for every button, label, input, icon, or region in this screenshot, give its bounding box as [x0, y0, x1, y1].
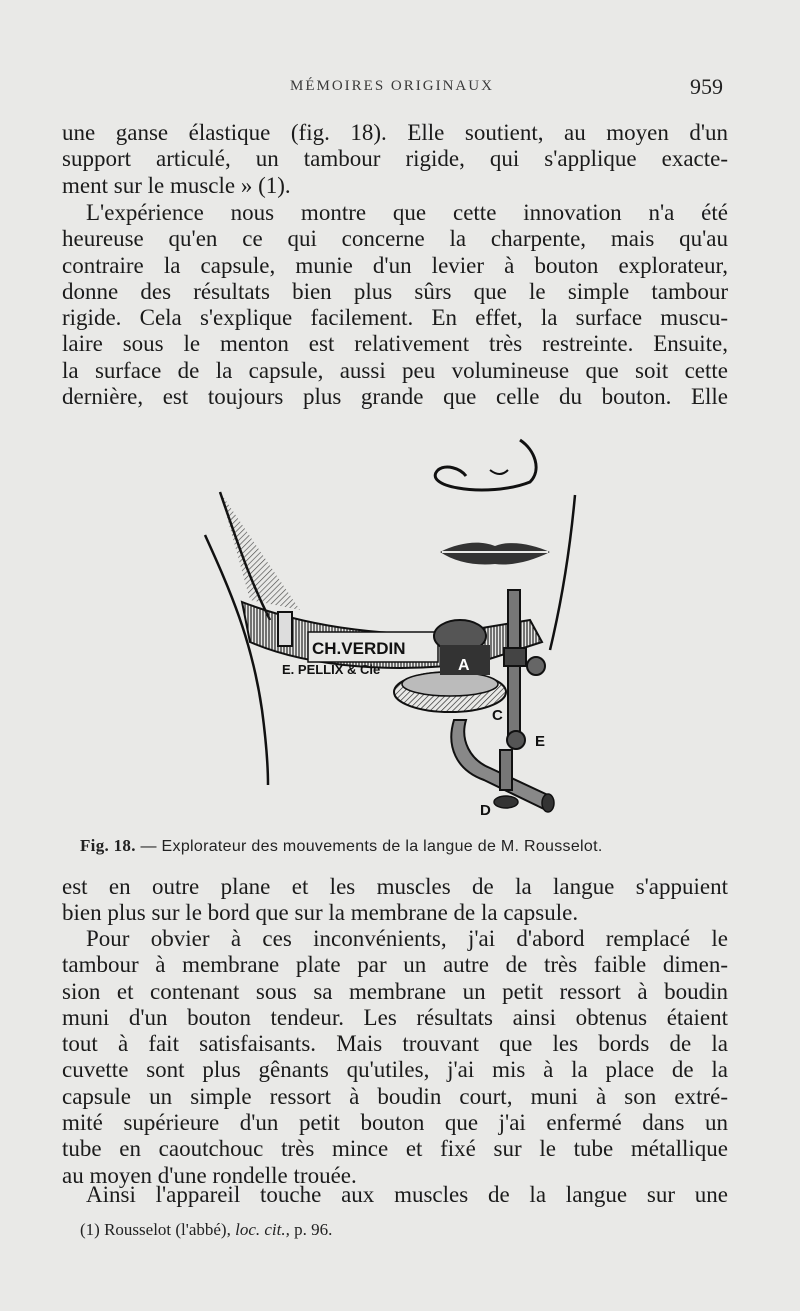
paragraph-5: [62, 1182, 728, 1208]
text-line: mité supérieure d'un petit bouton que j'ai enfermé dans un: [62, 1110, 728, 1136]
lips-drawing: [440, 543, 550, 565]
footnote-marker: (1): [80, 1220, 100, 1239]
caption-text: — Explorateur des mouvements de la langue de M. Rousselot.: [140, 838, 603, 855]
footnote-author: Rousselot (l'abbé),: [104, 1220, 231, 1239]
text-line: tambour à membrane plate par un autre de très faible dimen-: [62, 952, 728, 978]
text-line: dernière, est toujours plus grande que celle du bouton. Elle: [62, 384, 728, 410]
text-line: au moyen d'une rondelle trouée.: [62, 1162, 357, 1188]
footnote: [80, 1220, 332, 1240]
text-line: rigide. Cela s'explique facilement. En effet, la surface muscu-: [62, 305, 728, 331]
text-line: la surface de la capsule, aussi peu volumineuse que soit cette: [62, 357, 728, 383]
text-line: une ganse élastique (fig. 18). Elle soutient, au moyen d'un: [62, 120, 728, 145]
label-c: C: [492, 707, 503, 724]
running-title: MÉMOIRES ORIGINAUX: [290, 78, 494, 94]
paragraph-2: [62, 200, 728, 410]
text-line: Pour obvier à ces inconvénients, j'ai d'abord remplacé le: [86, 926, 728, 951]
text-line: L'expérience nous montre que cette innovation n'a été: [86, 200, 728, 225]
footnote-page: p. 96.: [294, 1220, 333, 1239]
maker-label: CH.VERDIN: [312, 639, 406, 658]
paragraph-1: [62, 120, 728, 199]
text-line: support articulé, un tambour rigide, qui s'applique exacte-: [62, 146, 728, 172]
label-a: A: [458, 657, 470, 674]
text-line: contraire la capsule, munie d'un levier à bouton explorateur,: [62, 252, 728, 278]
caption-label: Fig. 18.: [80, 836, 136, 855]
text-line: donne des résultats bien plus sûrs que le simple tambour: [62, 278, 728, 304]
label-e: E: [535, 733, 546, 750]
text-line: bien plus sur le bord que sur la membrane de la capsule.: [62, 900, 579, 926]
text-line: Ainsi l'appareil touche aux muscles de la langue sur une: [86, 1182, 728, 1207]
paragraph-3: [62, 874, 728, 927]
text-line: sion et contenant sous sa membrane un petit ressort à boudin: [62, 978, 728, 1004]
label-d: D: [480, 802, 491, 819]
text-line: tube en caoutchouc très mince et fixé sur le tube métallique: [62, 1136, 728, 1162]
text-line: muni d'un bouton tendeur. Les résultats ainsi obtenus étaient: [62, 1004, 728, 1030]
text-line: capsule un simple ressort à boudin court, muni à son extré-: [62, 1083, 728, 1109]
page-number: 959: [690, 74, 723, 99]
text-line: heureuse qu'en ce qui concerne la charpente, mais qu'au: [62, 226, 728, 252]
text-line: cuvette sont plus gênants qu'utiles, j'ai mis à la place de la: [62, 1057, 728, 1083]
paragraph-4: [62, 926, 728, 1189]
figure-caption: [80, 836, 740, 856]
text-line: laire sous le menton est relativement très restreinte. Ensuite,: [62, 331, 728, 357]
figure-illustration: [190, 430, 590, 825]
text-line: tout à fait satisfaisants. Mais trouvant que les bords de la: [62, 1031, 728, 1057]
text-line: ment sur le muscle » (1).: [62, 172, 291, 198]
nose-drawing: [435, 440, 536, 490]
text-line: est en outre plane et les muscles de la langue s'appuient: [62, 874, 728, 899]
footnote-ref: loc. cit.,: [235, 1220, 290, 1239]
maker-sublabel: E. PELLIX & Cie: [282, 662, 381, 677]
